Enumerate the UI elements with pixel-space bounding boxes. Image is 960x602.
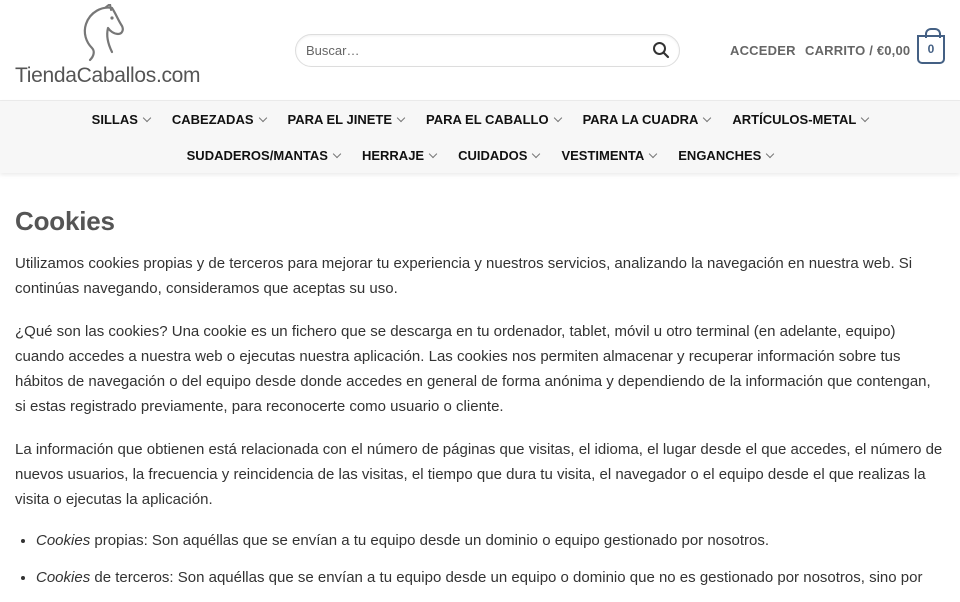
nav-item-label: CABEZADAS (171, 112, 254, 127)
nav-row-2 (0, 148, 960, 163)
list-item (36, 528, 945, 553)
nav-item-label: CUIDADOS (458, 148, 528, 163)
nav-item-enganches[interactable] (678, 148, 773, 163)
nav-item-cabezadas[interactable] (172, 112, 266, 127)
nav-item-para-el-caballo[interactable] (426, 112, 561, 127)
chevron-down-icon (258, 113, 266, 121)
nav-item-sillas[interactable] (92, 112, 150, 127)
nav-item-label: VESTIMENTA (561, 148, 645, 163)
nav-item-para-el-jinete[interactable] (288, 112, 405, 127)
nav-item-label: HERRAJE (361, 148, 425, 163)
login-link[interactable]: ACCEDER (730, 43, 796, 58)
nav-item-cuidados[interactable] (458, 148, 539, 163)
horse-head-icon (72, 4, 128, 66)
nav-item-articulos-metal[interactable] (732, 112, 868, 127)
chevron-down-icon (861, 113, 869, 121)
chevron-down-icon (766, 149, 774, 157)
list-item-term: Cookies (36, 532, 91, 549)
nav-item-label: SUDADEROS/MANTAS (186, 148, 328, 163)
site-logo[interactable] (14, 4, 201, 98)
chevron-down-icon (333, 149, 341, 157)
nav-item-label: PARA EL JINETE (287, 112, 393, 127)
cart-count-icon[interactable]: 0 (917, 35, 945, 64)
nav-item-para-la-cuadra[interactable] (583, 112, 711, 127)
paragraph-what-are-cookies: ¿Qué son las cookies? Una cookie es un fichero que se descarga en tu ordenador, tablet, móvil u otro terminal (en adelante, equipo) cuando accedes a nuestra web o ejecutas nuestra aplicación. Las cookies nos permiten almacenar y recuperar información sobre tus hábitos de navegación o del equipo desde donde accedes en general de forma anónima y dependiendo de la información que contengan, si estas registrado previamente, para reconocerte como usuario o cliente. (15, 323, 931, 415)
search-input[interactable] (306, 35, 636, 66)
search-button[interactable] (649, 39, 673, 63)
paragraph-intro: Utilizamos cookies propias y de terceros para mejorar tu experiencia y nuestros servicios, analizando la navegación en nuestra web. Si continúas navegando, consideramos que aceptas su uso. (15, 255, 913, 297)
chevron-down-icon (553, 113, 561, 121)
nav-row-1 (0, 112, 960, 127)
nav-item-label: PARA LA CUADRA (582, 112, 699, 127)
chevron-down-icon (429, 149, 437, 157)
list-item-term: Cookies (36, 569, 91, 586)
site-header (0, 0, 960, 101)
nav-item-sudaderos-mantas[interactable] (187, 148, 340, 163)
cookie-types-list (15, 528, 945, 590)
list-item (36, 565, 945, 590)
chevron-down-icon (532, 149, 540, 157)
search-icon (652, 41, 670, 59)
chevron-down-icon (649, 149, 657, 157)
list-item-text: propias: Son aquéllas que se envían a tu equipo desde un dominio o equipo gestionado por nosotros. (90, 532, 770, 549)
nav-item-label: ENGANCHES (678, 148, 762, 163)
nav-item-label: PARA EL CABALLO (426, 112, 549, 127)
page-title: Cookies (15, 206, 115, 236)
cart-link[interactable]: CARRITO / €0,00 (805, 43, 911, 58)
nav-item-label: SILLAS (91, 112, 138, 127)
list-item-text: de terceros: Son aquéllas que se envían a tu equipo desde un equipo o dominio que no es gestionado por nosotros, sino por (90, 569, 923, 586)
chevron-down-icon (397, 113, 405, 121)
chevron-down-icon (703, 113, 711, 121)
nav-item-vestimenta[interactable] (561, 148, 656, 163)
nav-item-herraje[interactable] (362, 148, 436, 163)
search-bar (295, 34, 680, 67)
chevron-down-icon (143, 113, 151, 121)
nav-item-label: ARTÍCULOS-METAL (732, 112, 857, 127)
logo-text: TiendaCaballos.com (15, 64, 201, 87)
paragraph-information: La información que obtienen está relacionada con el número de páginas que visitas, el idioma, el lugar desde el que accedes, el número de nuevos usuarios, la frecuencia y reincidencia de las visitas, el tiempo que dura tu visita, el navegador o el equipo desde el que realizas la visita o ejecutas la aplicación. (15, 441, 943, 508)
page-content (15, 173, 945, 602)
main-navigation (0, 101, 960, 173)
